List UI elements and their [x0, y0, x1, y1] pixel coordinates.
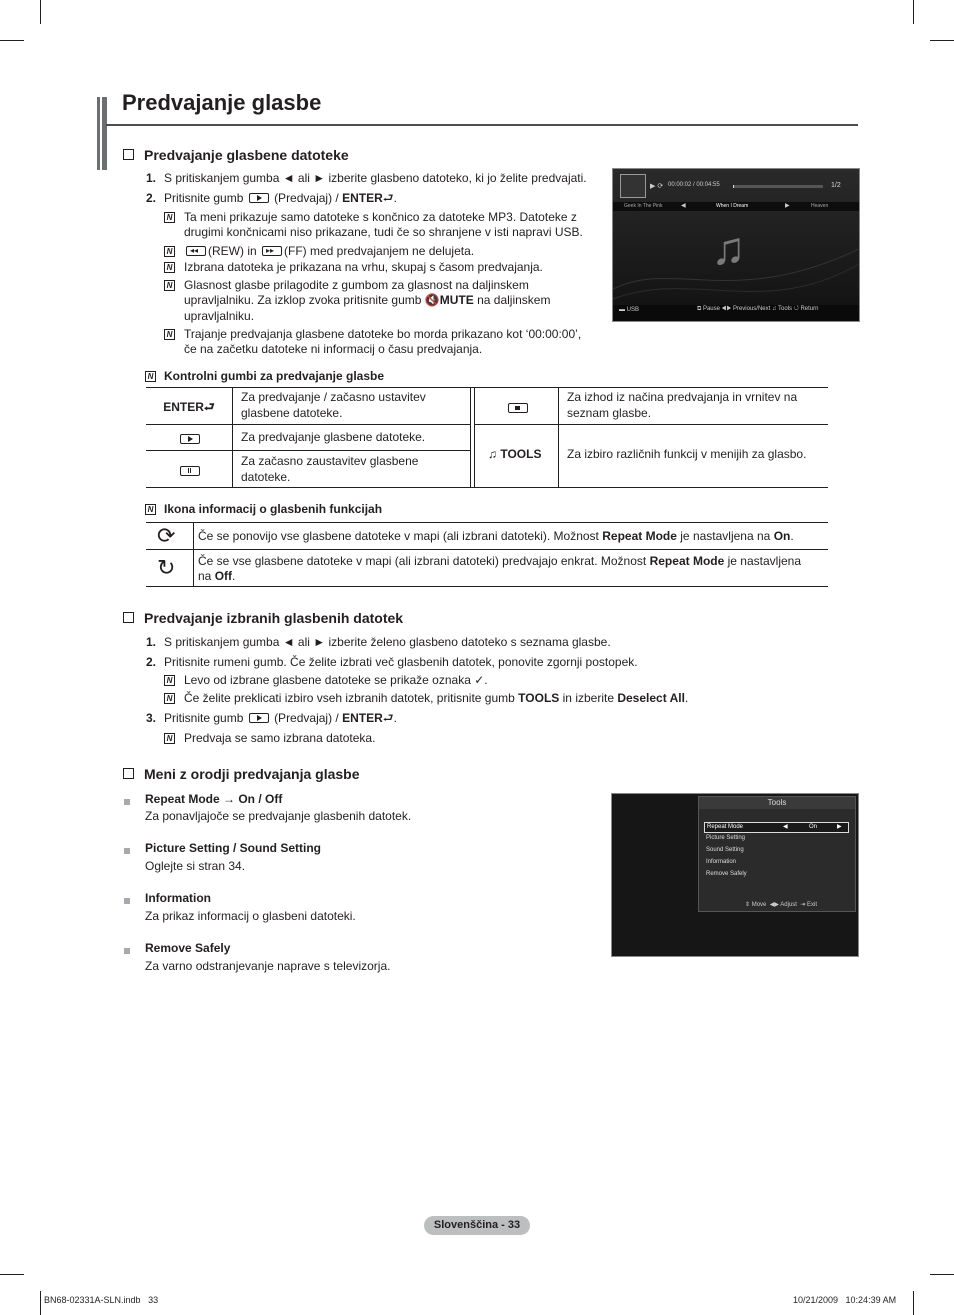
- exit-icon: ⇥: [800, 902, 806, 908]
- arrow-left-icon: ◀: [681, 203, 686, 209]
- step-number: 3.: [146, 711, 157, 725]
- play-key-icon: [178, 432, 202, 446]
- tools-hint-icon: ♫: [771, 306, 777, 312]
- tools-item[interactable]: Remove Safely: [706, 871, 747, 877]
- menu-item-desc: Za varno odstranjevanje naprave s televizorja.: [145, 959, 391, 973]
- checkmark-icon: ✓: [474, 673, 485, 687]
- menu-item-desc: Za prikaz informacij o glasbeni datoteki.: [145, 909, 356, 923]
- tools-panel: [698, 796, 856, 912]
- step-number: 1.: [146, 171, 157, 185]
- table-col-rule: [232, 387, 233, 487]
- menu-item-title: Information: [145, 891, 211, 905]
- step-text: S pritiskanjem gumba ◄ ali ► izberite želeno glasbeno datoteko s seznama glasbe.: [164, 635, 611, 649]
- track-next: Heaven: [811, 203, 829, 209]
- checkbox-bullet-icon: [123, 768, 134, 779]
- table-rule: [146, 424, 471, 425]
- note-icon: N: [145, 371, 156, 382]
- table-top-rule: [146, 387, 828, 388]
- table-bottom-rule: [146, 487, 828, 488]
- enter-desc: Za predvajanje / začasno ustavitev glasbene datoteke.: [241, 390, 426, 420]
- tools-key-label: ♫ TOOLS: [488, 447, 542, 461]
- square-bullet-icon: [124, 795, 142, 809]
- page-title: Predvajanje glasbe: [122, 90, 322, 115]
- section-heading: Predvajanje glasbene datoteke: [123, 147, 349, 163]
- note-icon: N: [164, 246, 175, 257]
- crop-mark: [40, 1291, 41, 1315]
- step-number: 1.: [146, 635, 157, 649]
- checkbox-bullet-icon: [123, 149, 134, 160]
- note-icon: N: [164, 280, 175, 291]
- lr-icon: ◀▶: [769, 902, 779, 908]
- note-icon: N: [145, 504, 156, 515]
- square-bullet-icon: [124, 894, 142, 908]
- table-col-rule: [474, 387, 475, 487]
- table-rule: [474, 424, 828, 425]
- menu-item-desc: Oglejte si stran 34.: [145, 859, 246, 873]
- tools-item[interactable]: Picture Setting: [706, 835, 746, 841]
- arrow-left-icon: ◀: [783, 824, 788, 830]
- print-date: 10/21/2009 10:24:39 AM: [793, 1295, 897, 1305]
- stop-desc: Za izhod iz načina predvajanja in vrnitev na seznam glasbe.: [567, 390, 798, 420]
- step-number: 2.: [146, 191, 157, 205]
- note-text: Predvaja se samo izbrana datoteka.: [184, 731, 376, 745]
- note-text: ◂◂ (REW) in ▸▸ (FF) med predvajanjem ne delujeta.: [184, 243, 474, 259]
- play-button-icon: [249, 193, 269, 203]
- note-icon: N: [164, 675, 175, 686]
- repeat-off-desc: Če se vse glasbene datoteke v mapi (ali izbrani datoteki) predvajajo enkrat. Možnost Repeat Mode je nastavljena: [198, 554, 802, 568]
- music-note-icon: ♫: [711, 222, 746, 274]
- source-label: ▬ USB: [619, 307, 640, 313]
- crop-mark: [913, 0, 914, 24]
- table-top-rule: [146, 522, 828, 523]
- step-text: Pritisnite gumb (Predvajaj) / ENTER⮐.: [164, 711, 397, 725]
- repeat-on-desc: Če se ponovijo vse glasbene datoteke v mapi (ali izbrani datoteki). Možnost Repeat Mode je nastavljena na On.: [198, 529, 794, 543]
- step-text: Pritisnite rumeni gumb. Če želite izbrati več glasbenih datotek, ponovite zgornji postopek.: [164, 655, 638, 669]
- note-text: Glasnost glasbe prilagodite z gumbom za glasnost na daljinskem: [184, 278, 529, 292]
- note-text: če na začetku datoteke ni informacij o času predvajanja.: [184, 342, 483, 356]
- note-text: drugimi končnicami niso prikazane, tudi če so shranjene v isti napravi USB.: [184, 225, 583, 239]
- pause-desc: Za začasno zaustavitev glasbene datoteke.: [241, 454, 419, 484]
- table-col-rule: [193, 522, 194, 586]
- note-icon: N: [164, 212, 175, 223]
- step-text: Pritisnite gumb (Predvajaj) / ENTER⮐.: [164, 191, 397, 205]
- note-text: Izbrana datoteka je prikazana na vrhu, skupaj s časom predvajanja.: [184, 260, 543, 274]
- enter-icon: ⮐: [382, 191, 394, 205]
- usb-icon: ▬: [619, 307, 625, 313]
- menu-item-title: Picture Setting / Sound Setting: [145, 841, 322, 855]
- ff-button-icon: [262, 246, 282, 256]
- table-rule: [146, 450, 471, 451]
- track-prev: Geek In The Pink: [624, 203, 663, 209]
- pause-hint-icon: ⧉: [697, 306, 702, 312]
- page-indicator: 1/2: [831, 182, 841, 189]
- mute-icon: 🔇: [424, 293, 440, 307]
- play-button-icon: [249, 713, 269, 723]
- repeat-all-icon: ⟳: [157, 523, 176, 548]
- rew-button-icon: [186, 246, 206, 256]
- square-bullet-icon: [124, 844, 142, 858]
- lr-hint-icon: ◀▶: [721, 306, 732, 312]
- repeat-off-desc: na Off.: [198, 569, 236, 583]
- checkbox-bullet-icon: [123, 612, 134, 623]
- pause-key-icon: [178, 464, 202, 478]
- note-text: Trajanje predvajanja glasbene datoteke bo morda prikazano kot ‘00:00:00’,: [184, 327, 582, 341]
- menu-item-title: Repeat Mode → On / Off: [145, 792, 283, 806]
- enter-icon: ⮐: [382, 711, 394, 725]
- note-icon: N: [164, 693, 175, 704]
- crop-mark: [40, 0, 41, 24]
- enter-key-label: ENTER⮐: [163, 400, 215, 414]
- enter-icon: ⮐: [203, 400, 215, 414]
- square-bullet-icon: [124, 944, 142, 958]
- menu-item-desc: Za ponavljajoče se predvajanje glasbenih datotek.: [145, 809, 412, 823]
- tools-title: Tools: [699, 797, 855, 809]
- menu-item-title: Remove Safely: [145, 941, 231, 955]
- page-number-badge: Slovenščina - 33: [424, 1216, 530, 1235]
- table-bottom-rule: [146, 586, 828, 587]
- return-hint-icon: ↺: [793, 306, 799, 312]
- tools-desc: Za izbiro različnih funkcij v menijih za glasbo.: [567, 447, 807, 461]
- table-col-rule: [470, 387, 471, 487]
- note-icon: N: [164, 262, 175, 273]
- crop-mark: [913, 1291, 914, 1315]
- arrow-right-icon: ▶: [785, 203, 790, 209]
- play-state-icon: ▶ ⟳: [650, 183, 664, 190]
- note-text: Levo od izbrane glasbene datoteke se prikaže oznaka ✓.: [184, 673, 488, 687]
- note-text: upravljalniku.: [184, 309, 255, 323]
- tools-menu-screenshot: [611, 793, 859, 957]
- section-heading: Predvajanje izbranih glasbenih datotek: [123, 610, 403, 626]
- table-col-rule: [558, 387, 559, 487]
- note-icon: N: [164, 733, 175, 744]
- player-hints: ⧉ Pause ◀▶ Previous/Next ♫ Tools ↺ Return: [697, 306, 819, 312]
- progress-bar: [733, 185, 823, 188]
- note-text: Če želite preklicati izbiro vseh izbranih datotek, pritisnite gumb TOOLS in izberite Deselect All.: [184, 691, 689, 705]
- step-number: 2.: [146, 655, 157, 669]
- file-info: BN68-02331A-SLN.indb 33: [44, 1295, 159, 1305]
- crop-mark: [930, 40, 954, 41]
- updown-icon: ⇕: [745, 902, 751, 908]
- progress-fill: [733, 185, 734, 188]
- tools-hints: ⇕ Move ◀▶ Adjust ⇥ Exit: [745, 902, 818, 908]
- title-rule: [106, 124, 858, 126]
- album-thumb: [620, 174, 646, 198]
- tools-icon: ♫: [488, 447, 497, 461]
- repeat-mode-row[interactable]: Repeat Mode ◀ On ▶: [704, 822, 849, 833]
- table-caption: Kontrolni gumbi za predvajanje glasbe: [164, 369, 385, 383]
- play-time: 00:00:02 / 00:04:55: [668, 182, 720, 188]
- tools-item[interactable]: Sound Setting: [706, 847, 744, 853]
- crop-mark: [0, 1274, 24, 1275]
- arrow-right-icon: ▶: [837, 824, 842, 830]
- crop-mark: [930, 1274, 954, 1275]
- track-current: When I Dream: [716, 203, 749, 209]
- note-text: upravljalniku. Za izklop zvoka pritisnite gumb 🔇MUTE na daljinskem: [184, 293, 551, 307]
- repeat-off-icon: ↻: [157, 555, 176, 580]
- play-desc: Za predvajanje glasbene datoteke.: [241, 430, 426, 444]
- note-text: Ta meni prikazuje samo datoteke s končnico za datoteke MP3. Datoteke z: [184, 210, 577, 224]
- table-caption: Ikona informacij o glasbenih funkcijah: [164, 502, 383, 516]
- music-player-screenshot: [612, 168, 860, 322]
- step-text: S pritiskanjem gumba ◄ ali ► izberite glasbeno datoteko, ki jo želite predvajati.: [164, 171, 587, 185]
- stop-key-icon: [506, 401, 530, 415]
- section-heading: Meni z orodji predvajanja glasbe: [123, 766, 360, 782]
- note-icon: N: [164, 329, 175, 340]
- crop-mark: [0, 40, 24, 41]
- tools-item[interactable]: Information: [706, 859, 737, 865]
- table-rule: [146, 549, 828, 550]
